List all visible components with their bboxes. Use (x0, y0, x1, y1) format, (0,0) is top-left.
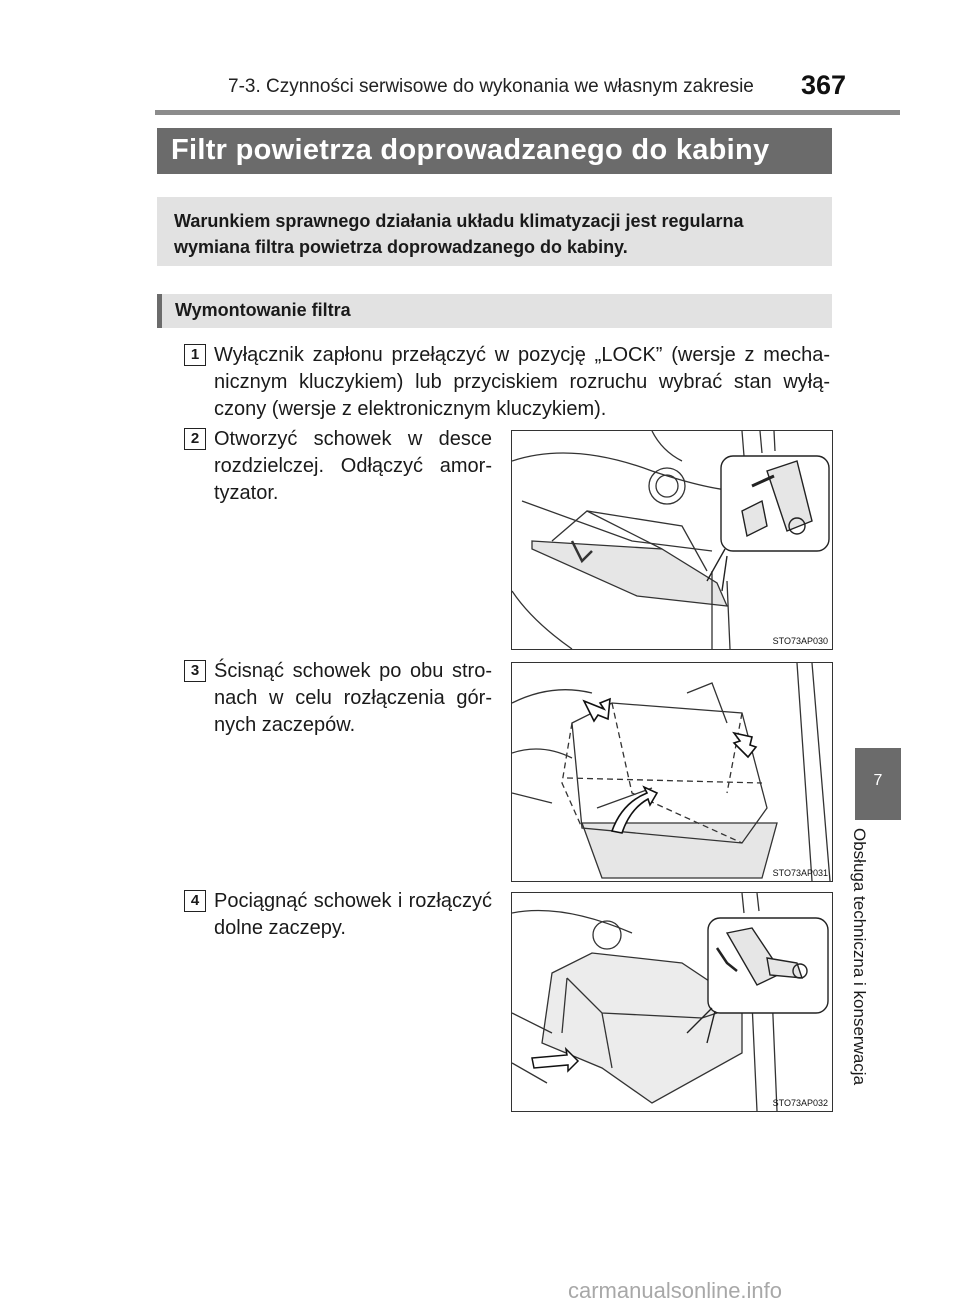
chapter-number: 7 (873, 772, 883, 789)
glovebox-squeeze-illustration (512, 663, 832, 881)
header-rule (155, 110, 900, 115)
chapter-tab (855, 748, 901, 820)
header-section-title: 7-3. Czynności serwisowe do wykonania we własnym zakresie (228, 76, 754, 97)
step-number-3: 3 (184, 660, 206, 682)
page-number: 367 (801, 70, 847, 100)
subheading-bar (157, 294, 832, 328)
page-title: Filtr powietrza doprowadzanego do kabiny (171, 134, 770, 166)
figure-glovebox-squeeze (511, 662, 833, 882)
figure-code-1: STO73AP030 (772, 636, 828, 646)
step-text-4: Pociągnąć schowek i rozłączyć dolne zaczepy. (214, 890, 492, 939)
step-number-1: 1 (184, 344, 206, 366)
figure-code-2: STO73AP031 (772, 868, 828, 878)
step-text-2: Otworzyć schowek w desce rozdzielczej. Odłączyć amor-tyzator. (214, 428, 492, 504)
step-text-3: Ścisnąć schowek po obu stro-nach w celu rozłączenia gór-nych zaczepów. (214, 660, 492, 736)
figure-glovebox-pull (511, 892, 833, 1112)
chapter-side-label: Obsługa techniczna i konserwacja (850, 828, 869, 1086)
figure-code-3: STO73AP032 (772, 1098, 828, 1108)
subheading-text: Wymontowanie filtra (175, 300, 351, 320)
intro-box (157, 197, 832, 266)
step-number-4: 4 (184, 890, 206, 912)
figure-glovebox-damper (511, 430, 833, 650)
glovebox-damper-illustration (512, 431, 832, 649)
title-bar (157, 128, 832, 174)
step-text-1: Wyłącznik zapłonu przełączyć w pozycję „LOCK” (wersje z mecha-nicznym kluczykiem) lub przyciskiem rozruchu wybrać stan wyłą-czony (wersje z elektronicznym kluczykiem). (214, 344, 830, 420)
glovebox-pull-illustration (512, 893, 832, 1111)
watermark: carmanualsonline.info (568, 1278, 783, 1303)
intro-text: Warunkiem sprawnego działania układu klimatyzacji jest regularna wymiana filtra powietrza doprowadzanego do kabiny. (174, 211, 744, 257)
step-number-2: 2 (184, 428, 206, 450)
